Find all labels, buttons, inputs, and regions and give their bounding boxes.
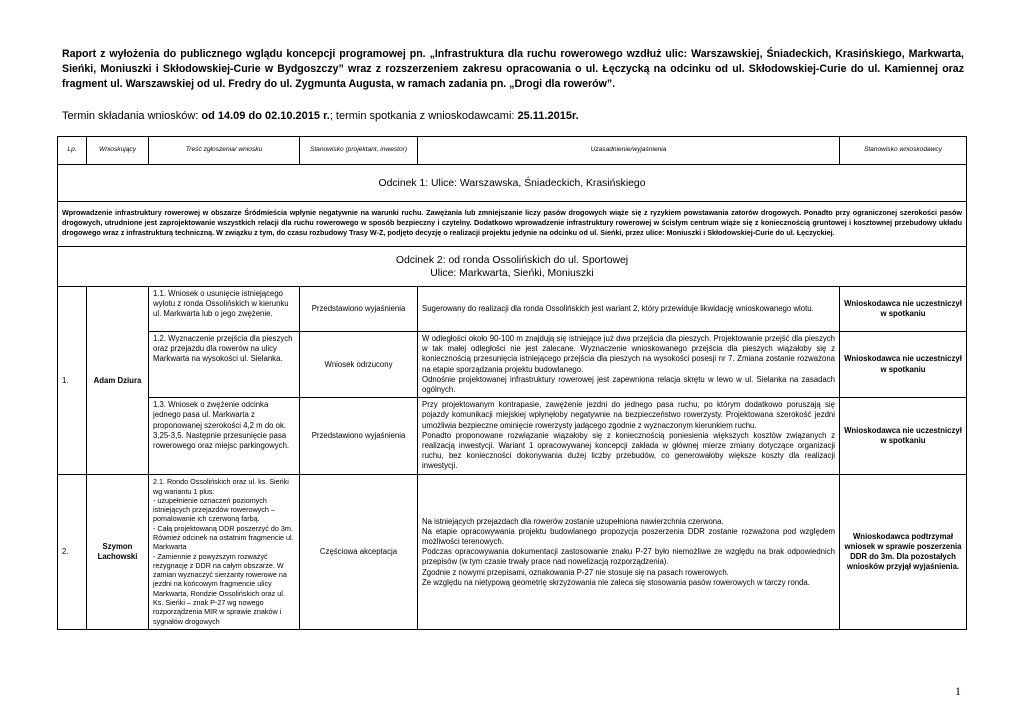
position-text: Przedstawiono wyjaśnienia (300, 398, 418, 475)
header-tresc: Treść zgłoszenia/ wniosku (149, 137, 300, 165)
requests-table (57, 136, 967, 630)
section2-title (58, 247, 967, 287)
request-text: 1.3. Wniosek o zwężenie odcinka jednego pasa ul. Markwarta z proponowanej szerokości 4,2 m do ok. 3,25-3,5. Następnie przesunięcie pasa rowerowego oraz miejsc parkingowych. (149, 398, 300, 475)
applicant-position: Wnioskodawca podtrzymał wniosek w sprawie poszerzenia DDR do 3m. Dla pozostałych wniosków przyjął wyjaśnienia. (840, 475, 967, 630)
table-row (58, 332, 967, 398)
table-header-row (58, 137, 967, 165)
position-text: Częściowa akceptacja (300, 475, 418, 630)
header-lp: Lp. (58, 137, 87, 165)
section1-title: Odcinek 1: Ulice: Warszawska, Śniadeckich, Krasińskiego (58, 165, 967, 202)
term-prefix: Termin składania wniosków: (62, 110, 202, 122)
request-text: 1.2. Wyznaczenie przejścia dla pieszych oraz przejazdu dla rowerów na ulicy Markwarta na wysokości ul. Sielanka. (149, 332, 300, 398)
position-text: Wniosek odrzucony (300, 332, 418, 398)
justification-text: W odległości około 90-100 m znajdują się istniejące już dwa przejścia dla pieszych. Projektowanie przejść dla pieszych w tak małej odległości nie jest zalecane. Wyznaczenie wnioskowanego przejścia dla pieszych wiązałoby się z koniecznością przesunięcia istniejącego przejścia dla pieszych na wysokości posesji nr 7. Zmiana zostanie rozważona na etapie sporządzania projektu budowlanego. Odnośnie projektowanej infrastruktury rowerowej jest zapewniona relacja skrętu w lewo w ul. Sielanka na zasadach ogólnych. (418, 332, 840, 398)
term-meeting: 25.11.2015r. (517, 110, 579, 122)
applicant-position: Wnioskodawca nie uczestniczył w spotkaniu (840, 332, 967, 398)
section2-title-line2: Ulice: Markwarta, Sieńki, Moniuszki (430, 267, 594, 279)
request-text: 2.1. Rondo Ossolińskich oraz ul. ks. Sieńki wg wariantu 1 plus: - uzupełnienie oznaczeń poziomych istniejących przejazdów rowerowych – pomalowanie ich czerwoną farbą. - Całą projektowaną DDR poszerzyć do 3m. Również odcinek na ostatnim fragmencie ul. Markwarta - Zamiennie z powyższym rozważyć rezygnację z DDR na całym obszarze. W zamian wyznaczyć sierżanty rowerowe na jezdni na końcowym fragmencie ulicy Markwarta, Rondzie Ossolińskich oraz ul. Ks. Sieńki – znak P-27 wg nowego rozporządzenia MIR w sprawie znaków i sygnałów drogowych (149, 475, 300, 630)
term-middle: ; termin spotkania z wnioskodawcami: (329, 110, 518, 122)
section1-intro: Wprowadzenie infrastruktury rowerowej w obszarze Śródmieścia wpłynie negatywnie na warunki ruchu. Zawężania lub zmniejszanie liczy pasów drogowych wiąże się z ryzykiem powstawania zatorów drogowych. Ponadto przy ograniczonej szerokości pasów drogowych, utrudnione jest zaprojektowanie wszystkich relacji dla ruchu rowerowego w sposób bezpieczny i czytelny. Dodatkowo wprowadzenie infrastruktury rowerowej w ścisłym centrum wiąże się z koniecznością gruntowej i kosztownej przebudowy układu drogowego wraz z infrastrukturą techniczną. W związku z tym, do czasu rozbudowy Trasy W-Z, podjęto decyzję o realizacji projektu jedynie na odcinku od ul. Sieńki, przez ulice: Moniuszki i Skłodowskiej-Curie do ul. Łęczyckiej. (58, 202, 967, 247)
section2-title-line1: Odcinek 2: od ronda Ossolińskich do ul. Sportowej (395, 254, 629, 266)
entry-name: Adam Dziura (87, 287, 149, 475)
justification-text: Przy projektowanym kontrapasie, zawężenie jezdni do jednego pasa ruchu, po którym dodatkowo poruszają się pojazdy komunikacji miejskiej wpłynęłoby negatywnie na bezpieczeństwo rowerzysty. Projektowana szerokość jezdni umożliwia bezpieczne ominięcie rowerzysty jadącego zgodnie z wyznaczonym kierunkiem ruchu. Ponadto proponowane rozwiązanie wiązałoby się z koniecznością poniesienia większych kosztów związanych z realizacją inwestycji. Wariant 1 opracowywanej koncepcji zakłada w głównej mierze zmiany dotyczące organizacji ruchu, bez konieczności dokonywania dużej liczby przebudów, co generowałoby większe koszty dla realizacji inwestycji. (418, 398, 840, 475)
entry-lp: 2. (58, 475, 87, 630)
header-stanowisko: Stanowisko (projektant, inwestor) (300, 137, 418, 165)
page-number: 1 (955, 684, 961, 698)
header-wnioskujacy: Wnioskujący (87, 137, 149, 165)
report-title: Raport z wyłożenia do publicznego wglądu koncepcji programowej pn. „Infrastruktura dla ruchu rowerowego wzdłuż ulic: Warszawskiej, Śniadeckich, Krasińskiego, Markwarta, Sieńki, Moniuszki i Skłodowskiej-Curie w Bydgoszczy” wraz z rozszerzeniem zakresu opracowania o ul. Łęczycką na odcinku od ul. Skłodowskiej-Curie do ul. Kamiennej oraz fragment ul. Warszawskiej od ul. Fredry do ul. Zygmunta Augusta, w ramach zadania pn. „Drogi dla rowerów”. (62, 48, 964, 90)
applicant-position: Wnioskodawca nie uczestniczył w spotkaniu (840, 398, 967, 475)
justification-text: Na istniejących przejazdach dla rowerów zostanie uzupełniona nawierzchnia czerwona. Na etapie opracowywania projektu budowlanego propozycja poszerzenia DDR zostanie rozważona pod względem możliwości terenowych. Podczas opracowywania dokumentacji zastosowanie znaku P-27 było niemożliwe ze względu na brak odpowiednich przepisów (w tym czasie trwały prace nad nowelizacją rozporządzenia). Zgodnie z nowymi przepisami, oznakowania P-27 nie stosuje się na pasach rowerowych. Ze względu na nietypową geometrię skrzyżowania nie zaleca się stosowania pasów rowerowych w tarczy ronda. (418, 475, 840, 630)
section1-row (58, 165, 967, 202)
entry-name: Szymon Lachowski (87, 475, 149, 630)
table-row (58, 475, 967, 630)
position-text: Przedstawiono wyjaśnienia (300, 287, 418, 332)
header-uzasadnienie: Uzasadnienie/wyjaśnienia (418, 137, 840, 165)
table-row (58, 398, 967, 475)
table-row (58, 287, 967, 332)
section1-intro-row (58, 202, 967, 247)
header-stanowisko-wnioskodawcy: Stanowisko wnioskodawcy (840, 137, 967, 165)
section2-row (58, 247, 967, 287)
applicant-position: Wnioskodawca nie uczestniczył w spotkaniu (840, 287, 967, 332)
submission-term (62, 109, 964, 123)
justification-text: Sugerowany do realizacji dla ronda Ossolińskich jest wariant 2, który przewiduje likwidację wnioskowanego wlotu. (418, 287, 840, 332)
request-text: 1.1. Wniosek o usunięcie istniejącego wylotu z ronda Ossolińskich w kierunku ul. Markwarta lub o jego zwężenie. (149, 287, 300, 332)
entry-lp: 1. (58, 287, 87, 475)
term-dates: od 14.09 do 02.10.2015 r. (201, 110, 330, 122)
